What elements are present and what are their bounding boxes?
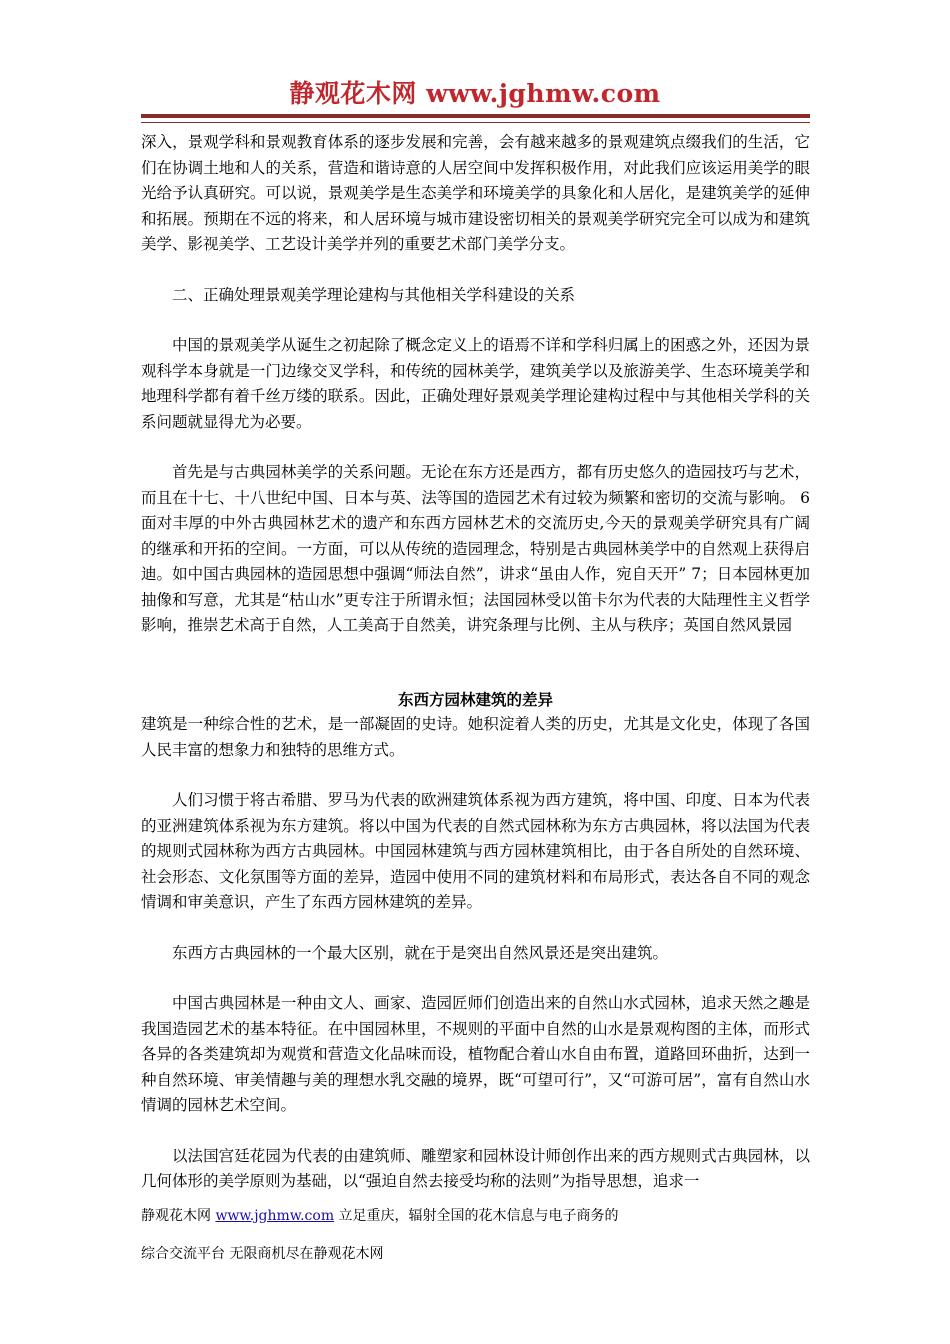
article-title: 东西方园林建筑的差异: [397, 689, 553, 709]
section-heading-2: 二、正确处理景观美学理论建构与其他相关学科建设的关系: [172, 285, 576, 304]
paragraph: 中国古典园林是一种由文人、画家、造园匠师们创造出来的自然山水式园林，追求天然之趣是我国造园艺术的基本特征。在中国园林里，不规则的平面中自然的山水是景观构图的主体，而形式各异的各类建筑却为观赏和营造文化品味而设，植物配合着山水自由布置，道路回环曲折，达到一种自然环境、审美情趣与美的理想水乳交融的境界，既“可望可行”，又“可游可居”，富有自然山水情调的园林艺术空间。: [141, 994, 810, 1114]
header-divider-thin: [141, 122, 810, 123]
paragraph: 建筑是一种综合性的艺术，是一部凝固的史诗。她积淀着人类的历史，尤其是文化史，体现了各国人民丰富的想象力和独特的思维方式。: [141, 715, 810, 759]
footer-line-1: [141, 1205, 810, 1227]
footer-line-2: 综合交流平台 无限商机尽在静观花木网: [141, 1246, 384, 1262]
footer-site-link[interactable]: www.jghmw.com: [215, 1208, 335, 1224]
site-header-title: 静观花木网 www.jghmw.com: [289, 79, 661, 108]
footer-tagline: 立足重庆，辐射全国的花木信息与电子商务的: [334, 1208, 619, 1224]
paragraph: 中国的景观美学从诞生之初起除了概念定义上的语焉不详和学科归属上的困惑之外，还因为景观科学本身就是一门边缘交叉学科，和传统的园林美学，建筑美学以及旅游美学、生态环境美学和地理科学都有着千丝万缕的联系。因此，正确处理好景观美学理论建构过程中与其他相关学科的关系问题就显得尤为必要。: [141, 336, 810, 431]
page-footer: [141, 1205, 810, 1265]
article-body: [141, 130, 810, 1195]
paragraph: 以法国宫廷花园为代表的由建筑师、雕塑家和园林设计师创作出来的西方规则式古典园林，以几何体形的美学原则为基础，以“强迫自然去接受均称的法则”为指导思想，追求一: [141, 1146, 810, 1190]
paragraph-continuation: 深入，景观学科和景观教育体系的逐步发展和完善，会有越来越多的景观建筑点缀我们的生活，它们在协调土地和人的关系，营造和谐诗意的人居空间中发挥积极作用，对此我们应该运用美学的眼光给予认真研究。可以说，景观美学是生态美学和环境美学的具象化和人居化，是建筑美学的延伸和拓展。预期在不远的将来，和人居环境与城市建设密切相关的景观美学研究完全可以成为和建筑美学、影视美学、工艺设计美学并列的重要艺术部门美学分支。: [141, 133, 810, 253]
paragraph: 首先是与古典园林美学的关系问题。无论在东方还是西方，都有历史悠久的造园技巧与艺术，而且在十七、十八世纪中国、日本与英、法等国的造园艺术有过较为频繁和密切的交流与影响。 6面对丰厚的中外古典园林艺术的遗产和东西方园林艺术的交流历史,今天的景观美学研究具有广阔的继承和开拓的空间。一方面，可以从传统的造园理念，特别是古典园林美学中的自然观上获得启迪。如中国古典园林的造园思想中强调“师法自然”，讲求“虽由人作，宛自天开” 7；日本园林更加抽像和写意，尤其是“枯山水”更专注于所谓永恒；法国园林受以笛卡尔为代表的大陆理性主义哲学影响，推崇艺术高于自然，人工美高于自然美，讲究条理与比例、主从与秩序；英国自然风景园: [141, 463, 810, 634]
paragraph: 东西方古典园林的一个最大区别，就在于是突出自然风景还是突出建筑。: [172, 943, 669, 962]
paragraph: 人们习惯于将古希腊、罗马为代表的欧洲建筑体系视为西方建筑，将中国、印度、日本为代表的亚洲建筑体系视为东方建筑。将以中国为代表的自然式园林称为东方古典园林，将以法国为代表的规则式园林称为西方古典园林。中国园林建筑与西方园林建筑相比，由于各自所处的自然环境、社会形态、文化氛围等方面的差异，造园中使用不同的建筑材料和布局形式，表达各自不同的观念情调和审美意识，产生了东西方园林建筑的差异。: [141, 791, 810, 911]
footer-site-name: 静观花木网: [141, 1208, 216, 1224]
header-divider-thick: [141, 114, 810, 118]
